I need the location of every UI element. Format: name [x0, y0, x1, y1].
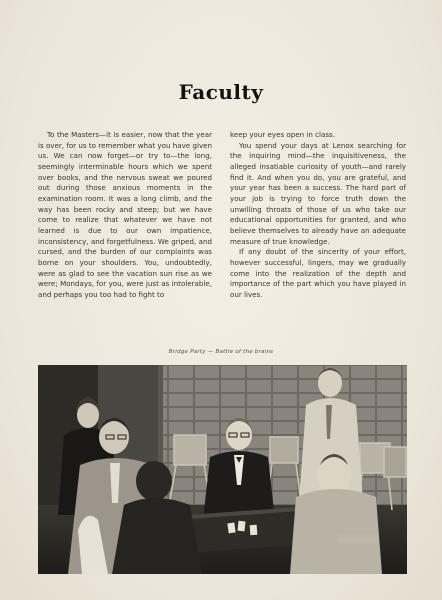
- text-column-left: [38, 130, 212, 301]
- photo-caption: Bridge Party — Battle of the brains: [168, 349, 274, 355]
- bridge-party-photo: [38, 365, 407, 574]
- paragraph: To the Masters—it is easier, now that the year is over, for us to remember what you have given us. We can now forget—or try to—the long, seemingly interminable hours which we spent over books, and the nervous sweat we poured out during those anxious moments in the examination room. It was a long climb, and the way has been rocky and steep; but we have come to realize that whatever we have not learned is due to our own impatience, inconsistency, and forgetfulness. We griped, and cursed, and the burden of our complaints was borne on your shoulders. You, undoubtedly, were as glad to see the vacation sun rise as we were; Mondays, for you, were just as intolerable, and perhaps you too had to fight to: [38, 130, 212, 299]
- paragraph: keep your eyes open in class.: [230, 130, 335, 139]
- paragraph: You spend your days at Lenox searching for the inquiring mind—the inquisitiveness, the alleged insatiable curiosity of youth—and rarely find it. And when you do, you are grateful, and your year has been a success. The hard part of your job is trying to force truth down the unwilling throats of those of us who take our educational opportunities for granted, and who believe themselves to already have an adequate measure of true knowledge.: [230, 140, 406, 246]
- photo-illustration: [38, 365, 407, 574]
- paragraph: If any doubt of the sincerity of your effort, however successful, lingers, may we gradually come into the realization of the depth and importance of the part which you have played in our lives.: [230, 247, 406, 299]
- page-title: Faculty: [178, 80, 264, 104]
- text-column-right: [230, 130, 406, 301]
